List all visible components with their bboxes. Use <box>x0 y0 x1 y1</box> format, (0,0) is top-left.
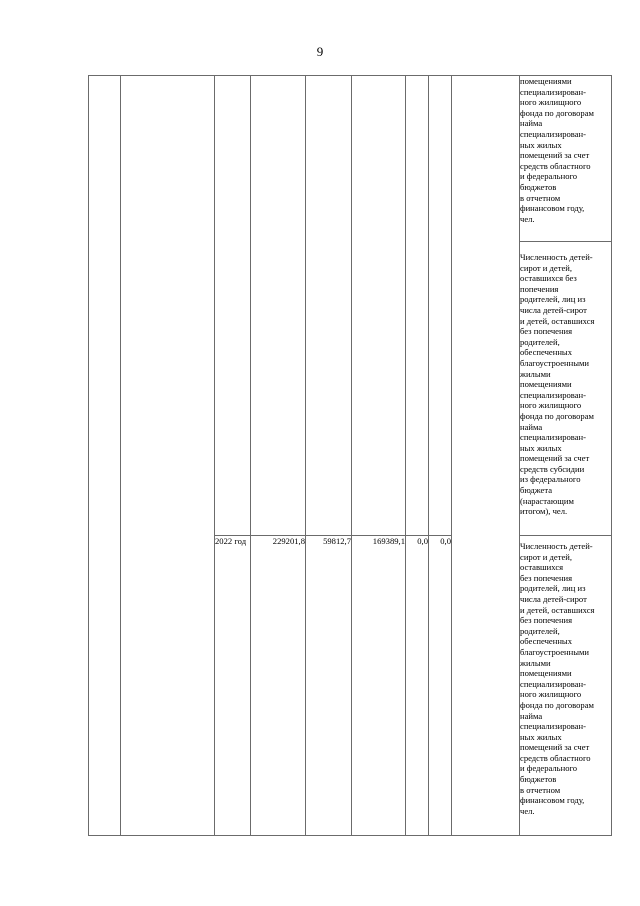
federal-budget-cell: 169389,1 <box>352 536 406 836</box>
table-row <box>89 76 612 242</box>
year-cell <box>215 76 251 536</box>
federal-budget-cell <box>352 76 406 536</box>
regional-budget-cell: 59812,7 <box>306 536 352 836</box>
executor-cell <box>452 76 520 836</box>
page-number: 9 <box>316 44 324 59</box>
indicator-cell: Численность детей- сирот и детей, оставшихся без попечения родителей, лиц из числа детей-сирот и детей, оставшихся без попечения родителей, обеспеченных благоустроенными жилыми помещениями специализирован- ного жилищного фонда по договорам найма специализирован- ных жилых помещений за счет средств областного и федерального бюджетов в отчетном финансовом году, чел. <box>520 536 612 836</box>
indicator-cell: Численность детей- сирот и детей, оставшихся без попечения родителей, лиц из числа детей-сирот и детей, оставшихся без попечения родителей, обеспеченных благоустроенными жилыми помещениями специализирован- ного жилищного фонда по договорам найма специализирован- ных жилых помещений за счет средств субсидии из федерального бюджета (нарастающим итогом), чел. <box>520 242 612 536</box>
total-cell <box>251 76 306 536</box>
year-cell: 2022 год <box>215 536 251 836</box>
local-budget-cell: 0,0 <box>406 536 429 836</box>
indicator-cell: помещениями специализирован- ного жилищного фонда по договорам найма специализирован- ных жилых помещений за счет средств областного и федерального бюджетов в отчетном финансовом году, чел. <box>520 76 612 242</box>
regional-budget-cell <box>306 76 352 536</box>
other-sources-cell <box>429 76 452 536</box>
total-cell: 229201,8 <box>251 536 306 836</box>
program-table <box>88 75 612 836</box>
event-name-cell <box>121 76 215 836</box>
local-budget-cell <box>406 76 429 536</box>
other-sources-cell: 0,0 <box>429 536 452 836</box>
number-cell <box>89 76 121 836</box>
